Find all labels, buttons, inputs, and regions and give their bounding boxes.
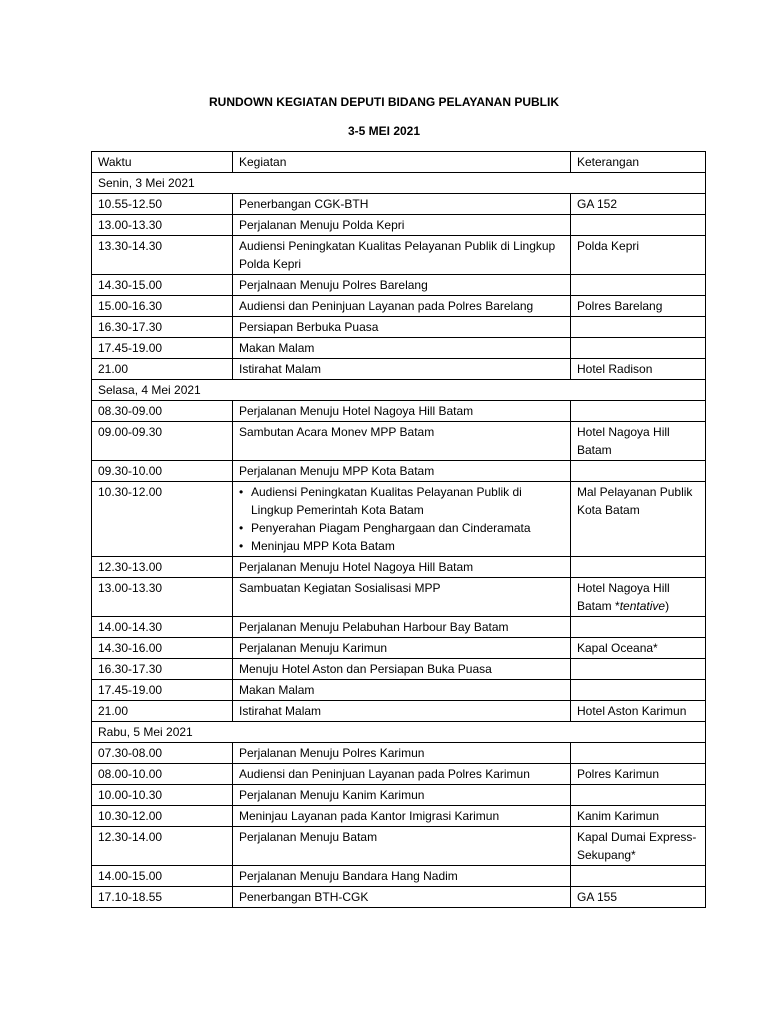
time-cell: 08.30-09.00 bbox=[92, 401, 233, 422]
activity-cell: Menuju Hotel Aston dan Persiapan Buka Puasa bbox=[233, 659, 571, 680]
activity-cell: Perjalanan Menuju Karimun bbox=[233, 638, 571, 659]
table-row bbox=[92, 557, 706, 578]
note-cell: Hotel Nagoya Hill Batam bbox=[571, 422, 706, 461]
activity-cell: Perjalanan Menuju Batam bbox=[233, 827, 571, 866]
table-row bbox=[92, 638, 706, 659]
time-cell: 12.30-13.00 bbox=[92, 557, 233, 578]
time-cell: 13.00-13.30 bbox=[92, 578, 233, 617]
time-cell: 15.00-16.30 bbox=[92, 296, 233, 317]
note-cell: Polres Karimun bbox=[571, 764, 706, 785]
time-cell: 16.30-17.30 bbox=[92, 317, 233, 338]
time-cell: 10.30-12.00 bbox=[92, 482, 233, 557]
table-row bbox=[92, 359, 706, 380]
table-row bbox=[92, 806, 706, 827]
time-cell: 14.00-14.30 bbox=[92, 617, 233, 638]
note-cell: GA 155 bbox=[571, 887, 706, 908]
note-cell bbox=[571, 617, 706, 638]
time-cell: 09.00-09.30 bbox=[92, 422, 233, 461]
activity-cell: Penerbangan BTH-CGK bbox=[233, 887, 571, 908]
time-cell: 10.55-12.50 bbox=[92, 194, 233, 215]
activity-cell: Audiensi Peningkatan Kualitas Pelayanan Publik di Lingkup Polda Kepri bbox=[233, 236, 571, 275]
note-cell: Kapal Dumai Express-Sekupang* bbox=[571, 827, 706, 866]
document-title: RUNDOWN KEGIATAN DEPUTI BIDANG PELAYANAN PUBLIK bbox=[208, 95, 559, 109]
activity-cell: Istirahat Malam bbox=[233, 701, 571, 722]
note-cell: Polres Barelang bbox=[571, 296, 706, 317]
note-cell bbox=[571, 317, 706, 338]
day-label: Senin, 3 Mei 2021 bbox=[92, 173, 706, 194]
rundown-table bbox=[91, 151, 706, 908]
table-row bbox=[92, 194, 706, 215]
note-cell: GA 152 bbox=[571, 194, 706, 215]
activity-list bbox=[239, 483, 564, 555]
note-cell bbox=[571, 275, 706, 296]
time-cell: 13.30-14.30 bbox=[92, 236, 233, 275]
activity-cell: Perjalanan Menuju Bandara Hang Nadim bbox=[233, 866, 571, 887]
note-cell bbox=[571, 338, 706, 359]
note-cell bbox=[571, 680, 706, 701]
table-row bbox=[92, 764, 706, 785]
table-row bbox=[92, 422, 706, 461]
activity-cell: Perjalanan Menuju Kanim Karimun bbox=[233, 785, 571, 806]
note-cell bbox=[571, 557, 706, 578]
activity-cell: Makan Malam bbox=[233, 680, 571, 701]
time-cell: 10.00-10.30 bbox=[92, 785, 233, 806]
table-row bbox=[92, 887, 706, 908]
table-row bbox=[92, 743, 706, 764]
activity-cell: Perjalanan Menuju Polda Kepri bbox=[233, 215, 571, 236]
note-cell: Mal Pelayanan Publik Kota Batam bbox=[571, 482, 706, 557]
time-cell: 17.45-19.00 bbox=[92, 338, 233, 359]
table-row bbox=[92, 578, 706, 617]
time-cell: 10.30-12.00 bbox=[92, 806, 233, 827]
table-row bbox=[92, 866, 706, 887]
time-cell: 12.30-14.00 bbox=[92, 827, 233, 866]
table-row bbox=[92, 215, 706, 236]
table-row bbox=[92, 617, 706, 638]
list-item: • Penyerahan Piagam Penghargaan dan Cinderamata bbox=[239, 519, 564, 537]
activity-cell: Audiensi dan Peninjuan Layanan pada Polres Barelang bbox=[233, 296, 571, 317]
table-row bbox=[92, 482, 706, 557]
list-item: • Audiensi Peningkatan Kualitas Pelayanan Publik di Lingkup Pemerintah Kota Batam bbox=[239, 483, 564, 519]
table-row bbox=[92, 659, 706, 680]
note-cell bbox=[571, 659, 706, 680]
activity-cell: Perjalanan Menuju Pelabuhan Harbour Bay Batam bbox=[233, 617, 571, 638]
activity-cell: Perjalanan Menuju MPP Kota Batam bbox=[233, 461, 571, 482]
note-cell bbox=[571, 866, 706, 887]
table-row bbox=[92, 701, 706, 722]
document-subtitle: 3-5 MEI 2021 bbox=[347, 124, 421, 138]
table-header-row bbox=[92, 152, 706, 173]
table-row bbox=[92, 296, 706, 317]
activity-cell: Penerbangan CGK-BTH bbox=[233, 194, 571, 215]
table-row bbox=[92, 317, 706, 338]
time-cell: 16.30-17.30 bbox=[92, 659, 233, 680]
activity-cell: Persiapan Berbuka Puasa bbox=[233, 317, 571, 338]
table-row bbox=[92, 236, 706, 275]
time-cell: 13.00-13.30 bbox=[92, 215, 233, 236]
activity-cell: Istirahat Malam bbox=[233, 359, 571, 380]
note-cell: Hotel Radison bbox=[571, 359, 706, 380]
table-row bbox=[92, 401, 706, 422]
table-row bbox=[92, 461, 706, 482]
time-cell: 17.45-19.00 bbox=[92, 680, 233, 701]
note-tentative: tentative bbox=[619, 599, 666, 613]
activity-cell: Sambuatan Kegiatan Sosialisasi MPP bbox=[233, 578, 571, 617]
note-cell bbox=[571, 743, 706, 764]
table-row bbox=[92, 338, 706, 359]
header-kegiatan: Kegiatan bbox=[233, 152, 571, 173]
time-cell: 17.10-18.55 bbox=[92, 887, 233, 908]
activity-cell: Makan Malam bbox=[233, 338, 571, 359]
note-cell bbox=[571, 785, 706, 806]
note-cell bbox=[571, 461, 706, 482]
activity-cell: Perjalnaan Menuju Polres Barelang bbox=[233, 275, 571, 296]
header-keterangan: Keterangan bbox=[571, 152, 706, 173]
list-item: • Meninjau MPP Kota Batam bbox=[239, 537, 564, 555]
table-row bbox=[92, 785, 706, 806]
note-text: Hotel Nagoya Hill Batam * bbox=[577, 581, 670, 613]
note-cell bbox=[571, 401, 706, 422]
note-cell: Hotel Aston Karimun bbox=[571, 701, 706, 722]
activity-cell: Perjalanan Menuju Hotel Nagoya Hill Batam bbox=[233, 557, 571, 578]
activity-cell: Audiensi dan Peninjuan Layanan pada Polres Karimun bbox=[233, 764, 571, 785]
note-cell: Polda Kepri bbox=[571, 236, 706, 275]
day-row bbox=[92, 380, 706, 401]
day-label: Rabu, 5 Mei 2021 bbox=[92, 722, 706, 743]
note-cell bbox=[571, 578, 706, 617]
activity-cell: Sambutan Acara Monev MPP Batam bbox=[233, 422, 571, 461]
time-cell: 09.30-10.00 bbox=[92, 461, 233, 482]
activity-cell: Meninjau Layanan pada Kantor Imigrasi Karimun bbox=[233, 806, 571, 827]
day-row bbox=[92, 173, 706, 194]
day-label: Selasa, 4 Mei 2021 bbox=[92, 380, 706, 401]
note-cell: Kapal Oceana* bbox=[571, 638, 706, 659]
table-row bbox=[92, 680, 706, 701]
note-paren: ) bbox=[665, 599, 670, 613]
table-row bbox=[92, 275, 706, 296]
time-cell: 21.00 bbox=[92, 359, 233, 380]
time-cell: 14.00-15.00 bbox=[92, 866, 233, 887]
activity-cell: Perjalanan Menuju Polres Karimun bbox=[233, 743, 571, 764]
time-cell: 14.30-16.00 bbox=[92, 638, 233, 659]
note-cell bbox=[571, 215, 706, 236]
time-cell: 14.30-15.00 bbox=[92, 275, 233, 296]
day-row bbox=[92, 722, 706, 743]
activity-cell: Perjalanan Menuju Hotel Nagoya Hill Batam bbox=[233, 401, 571, 422]
activity-cell bbox=[233, 482, 571, 557]
time-cell: 08.00-10.00 bbox=[92, 764, 233, 785]
header-waktu: Waktu bbox=[92, 152, 233, 173]
table-row bbox=[92, 827, 706, 866]
note-cell: Kanim Karimun bbox=[571, 806, 706, 827]
time-cell: 07.30-08.00 bbox=[92, 743, 233, 764]
time-cell: 21.00 bbox=[92, 701, 233, 722]
